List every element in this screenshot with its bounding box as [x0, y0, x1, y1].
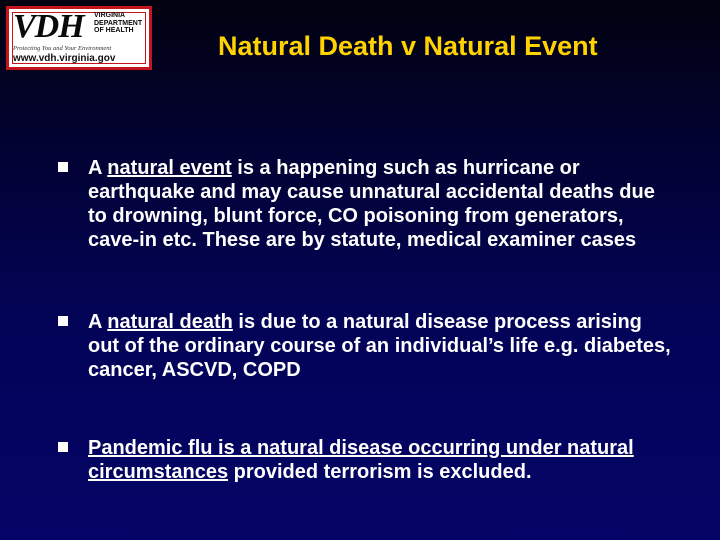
bullet-lead: A: [88, 157, 108, 179]
bullet-text: [88, 436, 678, 484]
bullet-term: natural death: [107, 311, 233, 333]
logo-tagline: Protecting You and Your Environment: [13, 45, 112, 52]
bullet-text: [88, 156, 678, 252]
bullet-lead: A: [88, 311, 108, 333]
bullet-natural-death: [58, 310, 678, 382]
slide-title: Natural Death v Natural Event: [218, 31, 598, 61]
bullet-square-icon: [58, 442, 68, 452]
bullet-term: Pandemic flu is a natural disease occurring under natural circumstances: [88, 437, 634, 483]
bullet-term: natural event: [107, 157, 232, 179]
bullet-rest: provided terrorism is excluded.: [228, 461, 532, 483]
bullet-rest: is due to a natural disease process arising out of the ordinary course of an individual’s life e.g. diabetes, cancer, ASCVD, COPD: [88, 311, 671, 381]
bullet-text: [88, 310, 678, 382]
bullet-rest: is a happening such as hurricane or earthquake and may cause unnatural accidental deaths due to drowning, blunt force, CO poisoning from generators, cave-in etc. These are by statute, medical examiner cases: [88, 157, 655, 251]
bullet-square-icon: [58, 162, 68, 172]
bullet-square-icon: [58, 316, 68, 326]
logo-wordmark: VDH: [13, 8, 84, 45]
logo-url: www.vdh.virginia.gov: [13, 53, 116, 64]
bullet-pandemic-flu: [58, 436, 678, 484]
logo-agency-name: VIRGINIA DEPARTMENT OF HEALTH: [94, 12, 143, 34]
bullet-natural-event: [58, 156, 678, 252]
vdh-logo: [6, 6, 152, 70]
